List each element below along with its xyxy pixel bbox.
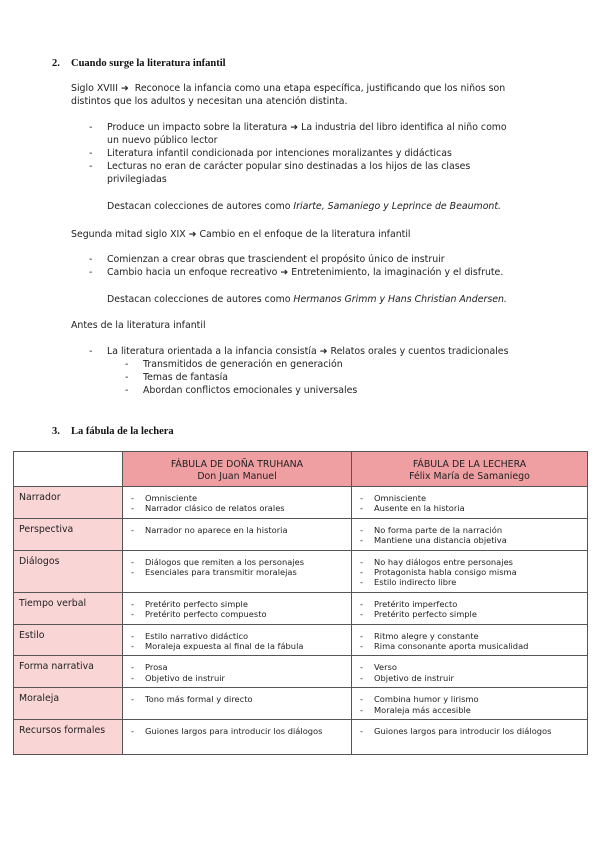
- cell-truhana: [123, 624, 352, 656]
- table-row: [14, 518, 588, 550]
- column-header-lechera: FÁBULA DE LA LECHERA Félix María de Samaniego: [352, 452, 588, 487]
- cell-item: - Pretérito perfecto simple: [360, 609, 477, 620]
- cell-truhana: [123, 656, 352, 688]
- section-number: 3.: [52, 426, 60, 437]
- row-label: Tiempo verbal: [14, 592, 123, 624]
- cell-item: - Protagonista habla consigo misma: [360, 567, 517, 578]
- siglo-18-label: Siglo XVIII ➜: [71, 83, 129, 94]
- paragraph-siglo-18: [71, 83, 571, 108]
- cell-item: - Guiones largos para introducir los diálogos: [131, 726, 323, 737]
- table-row: [14, 720, 588, 755]
- cell-item: - Esenciales para transmitir moralejas: [131, 567, 297, 578]
- cell-lechera: [352, 624, 588, 656]
- paragraph-antes: Antes de la literatura infantil: [71, 320, 206, 331]
- cell-truhana: [123, 487, 352, 519]
- cell-item: - Estilo narrativo didáctico: [131, 630, 249, 641]
- cell-truhana: [123, 550, 352, 592]
- cell-item: - Moraleja más accesible: [360, 704, 471, 715]
- row-label: Forma narrativa: [14, 656, 123, 688]
- comparison-table: [13, 451, 588, 755]
- cell-item: - Pretérito imperfecto: [360, 598, 458, 609]
- table-row: [14, 550, 588, 592]
- row-label: Perspectiva: [14, 518, 123, 550]
- cell-item: - Diálogos que remiten a los personajes: [131, 556, 305, 567]
- cell-item: - Mantiene una distancia objetiva: [360, 535, 507, 546]
- paragraph-siglo-19: Segunda mitad siglo XIX ➜ Cambio en el enfoque de la literatura infantil: [71, 229, 411, 240]
- cell-item: - Ausente en la historia: [360, 503, 465, 514]
- cell-item: - Guiones largos para introducir los diálogos: [360, 726, 552, 737]
- section-title: Cuando surge la literatura infantil: [71, 58, 226, 69]
- row-label: Diálogos: [14, 550, 123, 592]
- cell-item: - No forma parte de la narración: [360, 524, 503, 535]
- cell-lechera: [352, 592, 588, 624]
- authors-line-18: Destacan colecciones de autores como Iriarte, Samaniego y Leprince de Beaumont.: [107, 201, 502, 212]
- table-row: [14, 656, 588, 688]
- authors-18: Iriarte, Samaniego y Leprince de Beaumont.: [293, 201, 502, 212]
- section-number: 2.: [52, 58, 60, 69]
- table-header-row: [14, 452, 588, 487]
- cell-item: - No hay diálogos entre personajes: [360, 556, 513, 567]
- cell-truhana: [123, 518, 352, 550]
- table-row: [14, 487, 588, 519]
- cell-item: - Pretérito perfecto simple: [131, 598, 248, 609]
- siglo-18-text: Reconoce la infancia como una etapa específica, justificando que los niños son: [134, 83, 506, 94]
- cell-truhana: [123, 688, 352, 720]
- cell-truhana: [123, 720, 352, 755]
- cell-item: - Combina humor y lirismo: [360, 694, 479, 705]
- cell-lechera: [352, 487, 588, 519]
- section-2-heading: [52, 58, 226, 69]
- cell-item: - Estilo indirecto libre: [360, 577, 457, 588]
- table-row: [14, 592, 588, 624]
- cell-item: - Prosa: [131, 662, 168, 673]
- cell-item: - Narrador clásico de relatos orales: [131, 503, 285, 514]
- table-row: [14, 624, 588, 656]
- table-corner-cell: [14, 452, 123, 487]
- cell-lechera: [352, 550, 588, 592]
- authors-19: Hermanos Grimm y Hans Christian Andersen.: [293, 294, 507, 305]
- cell-item: - Rima consonante aporta musicalidad: [360, 641, 529, 652]
- column-header-truhana: FÁBULA DE DOÑA TRUHANA Don Juan Manuel: [123, 452, 352, 487]
- cell-lechera: [352, 688, 588, 720]
- cell-lechera: [352, 656, 588, 688]
- cell-truhana: [123, 592, 352, 624]
- cell-item: - Pretérito perfecto compuesto: [131, 609, 267, 620]
- table-row: [14, 688, 588, 720]
- row-label: Narrador: [14, 487, 123, 519]
- cell-item: - Moraleja expuesta al final de la fábula: [131, 641, 304, 652]
- siglo-18-text-cont: distintos que los adultos y necesitan una atención distinta.: [71, 95, 348, 107]
- cell-item: - Narrador no aparece en la historia: [131, 524, 288, 535]
- row-label: Estilo: [14, 624, 123, 656]
- cell-lechera: [352, 518, 588, 550]
- cell-item: - Omnisciente: [360, 493, 427, 503]
- section-3-heading: [52, 426, 174, 437]
- cell-item: - Objetivo de instruir: [131, 672, 225, 683]
- row-label: Recursos formales: [14, 720, 123, 755]
- cell-item: - Tono más formal y directo: [131, 694, 253, 705]
- row-label: Moraleja: [14, 688, 123, 720]
- cell-item: - Ritmo alegre y constante: [360, 630, 479, 641]
- cell-lechera: [352, 720, 588, 755]
- cell-item: - Objetivo de instruir: [360, 672, 454, 683]
- authors-line-19: Destacan colecciones de autores como Hermanos Grimm y Hans Christian Andersen.: [107, 294, 507, 305]
- cell-item: - Verso: [360, 662, 397, 673]
- cell-item: - Omnisciente: [131, 493, 198, 503]
- section-title: La fábula de la lechera: [71, 426, 174, 437]
